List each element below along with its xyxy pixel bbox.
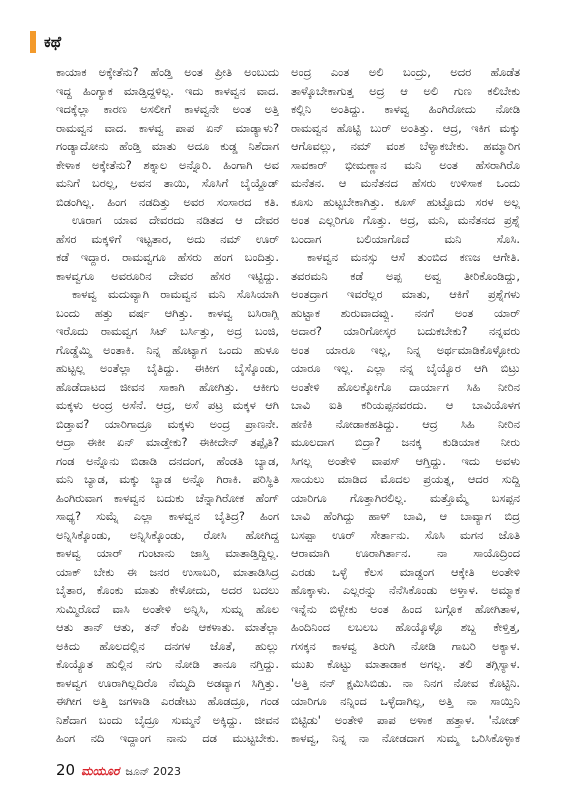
text-line: ಅಂತ ಎಲ್ಲರಿಗೂ ಗೊತ್ತು. ಅದ್ರ, ಮನಿ, ಮನೆತನದ ಪ್ರಶ್ನೆ [291, 213, 520, 227]
text-line: ರಾಮವ್ವನ ವಾದ. ಕಾಳವ್ವ ಪಾಪ ಏನ್ ಮಾಡ್ಯಾಳು? [56, 120, 279, 135]
text-line: ಹುಟ್ಟಲ್ಲ ಅಂತೆಲ್ಲಾ ಬೈತಿದ್ದು. ಈಕೀಗ ಬೈಸ್ಕೊಂಡು, [56, 361, 279, 375]
text-line: ಹಣಿಕಿ ನೋಡಾಕಹತಿದ್ದು. ಆದ್ರ ಸಿಹಿ ನೀರಿನ [291, 416, 520, 431]
text-line: ಆದ್ರಾ ಈಕೀ ಏನ್ ಮಾಡ್ತೇಕು? ಈಕೀದೇನ್ ತಪ್ಪೈತಿ? [56, 435, 279, 449]
text-line: ಅಂತದ್ರಾಗ ಇವರೆಲ್ಲರ ಮಾತು, ಆಕಿಗೆ ಪ್ರಶ್ನೆಗಳು [291, 287, 520, 301]
text-line: ಬಿಡಂಗಿಲ್ಲ. ಹಿಂಗ ನಡದಿತ್ತು ಅವರ ಸಂಸಾರದ ಕತಿ. [56, 194, 279, 209]
text-line: ಸಾಧ್ಯ? ಸುಮ್ನೆ ಎಲ್ಲಾ ಕಾಳವ್ವನ ಬೈತಿದ್ರ? ಹಿಂಗ [56, 509, 279, 523]
paragraph [291, 248, 520, 748]
text-line: ಗೊಡ್ಡೆಮ್ಮಿ ಅಂತಾಕಿ. ನಿನ್ನ ಹೊಟ್ಯಾಗ ಒಂದು ಹುಳೂ [56, 342, 279, 357]
text-line: ಇರೊದು ರಾಮವ್ವಗ ಸಿಟ್ ಬರ್ಸಿತ್ತು, ಅದ್ರ ಬಂಜಿ, [56, 324, 279, 338]
text-line: ಬಿಟ್ಟಿಡು' ಅಂತೇಳಿ ಪಾಪ ಅಳಾಕ ಹತ್ತಾಳ. 'ನೋಡ್ [291, 712, 520, 727]
text-line: ಹೆಸರ ಮಕ್ಕಳಿಗೆ ಇಟ್ಟತಾರ, ಅದು ನಮ್ ಊರ್ [56, 231, 279, 246]
text-line: ಹೊಕ್ಕಾಳು. ಎಲ್ಲರನ್ನು ನೆನೆಸಿಕೊಂಡು ಅಳ್ತಾಳ. ಅಮ್ಮಾಕ [291, 583, 520, 597]
text-line: ಹುಟ್ಟಾಕ ಶುರುವಾದವ್ವು. ನನಗೆ ಅಂತ ಯಾರ್ [291, 305, 520, 320]
text-line: ಮೂಲದಾಗ ಬಿದ್ರಾ? ಜನಕ್ಕ ಕುಡಿಯಾಕ ನೀರು [291, 435, 520, 449]
text-line: ಕಾಳವ್ವಗ ಊರಾಗಿಲ್ಲದಿರೊ ನೆಮ್ಮದಿ ಅಡವ್ಯಾಗ ಸಿಗ್ತಿತ್ತು. [56, 675, 279, 690]
text-line: ರಾಮವ್ವನ ಹೊಟ್ಟಿ ಬುರ್ ಅಂತಿತ್ತು. ಆದ್ರ, ಇಕಿಗ ಮಕ್ಕು [291, 120, 520, 135]
text-line: ಗಂಡ್ಯಾದೋನು ಹೆಂಡ್ತಿ ಮಾತು ಅದೂ ಕುಡ್ಡ ನಿಶೆದಾಗ [56, 139, 279, 153]
text-line: ಇದ್ದ ಹಿಂಗ್ಯಾಕ ಮಾಡ್ತಿದ್ದಳಿಲ್ಲ. ಇದು ಕಾಳವ್ವನ ವಾದ. [56, 83, 279, 98]
text-line: ಅದಾರ? ಯಾರಿಗೋಸ್ಕರ ಬದುಕಬೇಕು? ನನ್ನವರು [291, 324, 520, 338]
text-line: ಗಂಡ ಅನ್ನೊನು ಬಿಡಾಡಿ ದನದಂಗ, ಹೆಂಡತಿ ಬ್ಯಾಡ, [56, 453, 279, 468]
text-line: ಮನಿಗೆ ಬರಲ್ಲ, ಅವನ ತಾಯಿ, ಸೊಸಿಗೆ ಬೈಯ್ದೊಡ್ [56, 176, 279, 190]
text-column-right [291, 63, 520, 748]
text-line: ಬೈತಾರ, ಕೊಂಕು ಮಾತು ಕೇಳೋದು, ಅದರ ಬದಲು [56, 583, 279, 597]
page-number: 20 [56, 761, 76, 779]
text-line: ಯಾರಿಗೂ ನನ್ನಿಂದ ಒಳ್ಳೆದಾಗಿಲ್ಲ, ಅತ್ತಿ ನಾ ಸಾಯ್ತಿನಿ [291, 694, 520, 708]
text-line: ಯಾಕ್ ಬೇಕು ಈ ಜನರ ಉಸಾಬರಿ, ಮಾತಾಡಿಸಿದ್ರ [56, 564, 279, 579]
text-line: ಅಂತ ಯಾರೂ ಇಲ್ಲ, ನಿನ್ನ ಅರ್ಥಮಾಡಿಕೊಳ್ಳೋರು [291, 342, 520, 357]
section-label: ಕಥೆ [44, 33, 62, 51]
text-line: ಮುಖ ಕೊಟ್ಟು ಮಾತಾಡಾಕ ಅಗಲ್ಲ. ತಲಿ ತಗ್ಗಿಸ್ಯಾಳ. [291, 657, 520, 671]
paragraph [56, 63, 279, 211]
text-line: ಕಡೆ ಇದ್ದಾರ. ರಾಮವ್ವಗೂ ಹೆಸರು ಹಂಗ ಬಂದಿತ್ತು. [56, 250, 279, 264]
text-line: ಮನೆತನ. ಆ ಮನೆತನದ ಹೆಸರು ಉಳಿಸಾಕ ಒಂದು [291, 176, 520, 190]
text-line: ಈಗೀಗ ಅತ್ತಿ ಜಗಳಾಡಿ ಎರಡೇಟು ಹೊಡದ್ರೂ, ಗಂಡ [56, 694, 279, 708]
text-line: ಅನ್ನಿಸಿಕ್ಕೊಂಡು, ಅನ್ನಿಸಿಕ್ಕೊಂಡು, ರೋಸಿ ಹೋಗಿದ್ದ [56, 527, 279, 542]
issue-date: ಜೂನ್ 2023 [125, 765, 181, 778]
text-line: ಯಾರಿಗೂ ಗೊತ್ತಾಗಿರಲಿಲ್ಲ. ಮತ್ತೊಮ್ಮೆ ಬಸಪ್ಪನ [291, 490, 520, 505]
text-line: ಅಕಿದು ಹೊಲದಲ್ಲಿನ ದನಗಳ ಜೊತೆ, ಹುಲ್ಲು [56, 638, 279, 653]
text-line: ತವರಮನಿ ಕಡೆ ಅಪ್ಪ ಅವ್ವ ತೀರಿಕೊಂಡಿದ್ದು, [291, 268, 520, 283]
text-line: ಸಾಯಲು ಮಾಡಿದ ಮೊದಲ ಪ್ರಯತ್ನ, ಆದರ ಸುದ್ದಿ [291, 472, 520, 486]
text-line: ಗಸಕ್ಕನ ಕಾಳವ್ವ ತಿರುಗಿ ನೋಡಿ ಗಾಬರಿ ಅಕ್ಯಾಳ. [291, 638, 520, 653]
text-line: ಇನ್ನೆನು ಬಿಳ್ಬೇಕು ಅಂತ ಹಿಂದ ಬಗ್ಗೊಕ ಹೋಗಿತಾಳ, [291, 601, 520, 616]
text-line: ಬಂದಾಗ ಬಲಿಯಾಗೊದೆ ಮನಿ ಸೊಸಿ. [291, 231, 520, 246]
text-line: ಕೇಳಾಕ ಅಕ್ಕೇತೆನು? ಶಕ್ಕ್ಯಾಲ ಅನ್ನೊರಿ. ಹಿಂಗಾಗಿ ಅವ [56, 157, 279, 172]
text-line: ಬಾವಿ ಐತಿ ಕರಿಯಪ್ಪನವರದು. ಆ ಬಾವಿಯೊಳಗ [291, 398, 520, 412]
text-line: ಯಾರೂ ಇಲ್ಲ. ಎಲ್ಲಾ ನನ್ನ ಬೈಯ್ಯೊರ ಆಗಿ ಬಿಟ್ರು [291, 361, 520, 375]
text-line: ಹೊಡೆದಾಟದ ಜೀವನ ಸಾಕಾಗಿ ಹೋಗಿತ್ತು. ಆಕೀಗು [56, 379, 279, 394]
text-line: ಕೊಯ್ಯೊತ ಹುಲ್ಲಿನ ನಗು ನೋಡಿ ತಾನೂ ನಗ್ತಿದ್ದು. [56, 657, 279, 671]
text-line: ಹಿಂಗಿರುವಾಗ ಕಾಳವ್ವನ ಬದುಕು ಚೆನ್ನಾಗಿರೋಕ ಹೆಂಗ್ [56, 490, 279, 505]
text-line: ಬಸಪ್ಪಾ ಊರ್ ಸೇರ್ತಾನು. ಸೊಸಿ ಮಗನ ಜೊತಿ [291, 527, 520, 542]
text-line: ಹಿಂದಿನಿಂದ ಲಬಲಬ ಹೊಯ್ಕೊಳ್ಳೊ ಶಬ್ದ ಕೇಳ್ತಿತ್ತ, [291, 620, 520, 634]
text-line: ಮಕ್ಕಳು ಅಂದ್ರ ಅಸೆನೆ. ಆದ್ರ, ಅಸೆ ಪಟ್ರ ಮಕ್ಕಳ ಆಗಿ [56, 398, 279, 412]
text-line: ಸಾವಕಾರ್ ಭೀಮಣ್ಣಾನ ಮನಿ ಅಂತ ಹೆಸರಾಗಿರೊ [291, 157, 520, 172]
text-line: ಆತು ತಾನ್ ಆತು, ತನ್ ಕೆಂಪಿ ಆಕಳಾತು. ಮಾತೆಲ್ಲಾ [56, 620, 279, 634]
text-line: ಬಂದು ಹತ್ತು ವರ್ಷ ಆಗಿತ್ತು. ಕಾಳವ್ವ ಬಸಿರಾಗ್ಲಿ [56, 305, 279, 320]
paragraph [56, 285, 279, 748]
text-line: ಕಾಳವ್ವ ಮದುವ್ಯಾಗಿ ರಾಮವ್ವನ ಮನಿ ಸೊಸಿಯಾಗಿ [72, 287, 279, 301]
text-column-left [56, 63, 279, 748]
text-line: ಹಿಂಗ ನದಿ ಇದ್ದಾಂಗ ನಾನು ದಡ ಮುಟ್ಟಬೇಕು. [56, 731, 279, 745]
magazine-logo: ಮಯೂರ [81, 764, 120, 778]
text-line: ಬಾವಿ ಹೆಂಗಿದ್ದು ಹಾಳ್ ಬಾವಿ, ಆ ಬಾವ್ಯಾಗ ಬಿದ್ರ [291, 509, 520, 523]
text-line: ಊರಾಗ ಯಾವ ದೇವರದು ನಡಿತದ ಆ ದೇವರ [72, 213, 279, 227]
text-line: ಅಂತೇಳಿ ಹೊಲಕ್ಕೋಗೊ ದಾರ್ಯಾಗ ಸಿಹಿ ನೀರಿನ [291, 379, 520, 394]
text-line: ಬಿಡ್ತಾವ? ಯಾರಿಗಾದ್ರೂ ಮಕ್ಕಳು ಅಂದ್ರ ಪ್ರಾಣನೇ. [56, 416, 279, 431]
text-line: ಕಾಯಾಕ ಅಕ್ಕೇತೆನು? ಹೆಂಡ್ತಿ ಅಂತ ಪ್ರೀತಿ ಅಂಬುದು [56, 65, 279, 79]
text-line: ಆರಾಮಾಗಿ ಊರಾಗಿರ್ತಾನ. ನಾ ಸಾಯೊದ್ರಿಂದ [291, 546, 520, 560]
section-bar [30, 31, 36, 53]
text-line: ಎರಡು ಒಳ್ಳೆ ಕೆಲಸ ಮಾಡ್ದಂಗ ಆಕ್ಕೇತಿ ಅಂತೇಳಿ [291, 564, 520, 579]
section-header [30, 31, 61, 53]
text-line: ಮನಿ ಬ್ಯಾಡ, ಮಕ್ಕು ಬ್ಯಾಡ ಅನ್ನೊ ಗಿರಾಕಿ. ಪರಿಸ್ಥಿತಿ [56, 472, 279, 486]
text-line: ತಾಳ್ಕೊಬೇಕಾಗುತ್ತ ಅದ್ರ ಆ ಅಲಿ ಗುಣ ಕಲಿಬೇಕು [291, 83, 520, 98]
text-line: ಇದಕ್ಕೆಲ್ಲಾ ಕಾರಣ ಅಸಲೀಗೆ ಕಾಳವ್ವನೇ ಅಂತ ಅತ್ತಿ [56, 102, 279, 116]
paragraph [291, 63, 520, 248]
paragraph [56, 211, 279, 285]
text-line: ಅಂದ್ರ ಎಂತ ಅಲಿ ಬಂದ್ರು, ಅದರ ಹೊಡೆತ [291, 65, 520, 79]
text-line: ಕಾಳವ್ವನ ಮನಸ್ಸು ಆಸೆ ತುಂಬಿದ ಕಣಜ ಆಗೇತಿ. [307, 250, 520, 264]
text-line: ಸುಮ್ಮಿರೊದೆ ವಾಸಿ ಅಂತೇಳಿ ಅನ್ನಿಸಿ, ಸುಮ್ನ ಹೊಲ [56, 601, 279, 616]
text-line: ಕೂಸು ಹುಟ್ಟಬೇಕಾಗಿತ್ತು. ಕೂಸ್ ಹುಟ್ಟೊದು ಸರಳ ಅಲ್ಲ [291, 194, 520, 209]
text-line: ಕಾಳವ್ವ, ನಿನ್ನ ನಾ ನೋಡದಾಗ ಸುಮ್ಮ ಒರಿಸಿಕೊಳ್ಳಾಕ [291, 731, 520, 745]
page-footer [56, 761, 181, 781]
text-line: ಆಗೊವಲ್ಲು, ನಮ್ ವಂಶ ಬೆಳ್ಯಾಕಬೇಕು. ಹಮ್ಮಾರಿಗ [291, 139, 520, 153]
text-line: ಸಿಗಲ್ಲ ಅಂತೇಳಿ ವಾಪಸ್ ಆಗ್ತಿದ್ದು. ಇದು ಅವಳು [291, 453, 520, 468]
text-line: 'ಅತ್ತಿ ನನ್ ಕ್ಷಮಿಸಿಬಿಡು. ನಾ ನಿನಗ ನೋವ ಕೊಟ್ಟಿನಿ. [291, 675, 520, 690]
text-line: ಕಾಳವ್ವಗೂ ಅವರೂರಿನ ದೇವರ ಹೆಸರ ಇಟ್ಟಿದ್ದು. [56, 268, 279, 283]
text-line: ನಿಶೆದಾಗ ಬಂದು ಬೈದ್ರೂ ಸುಮ್ಮನೆ ಅಕ್ಕಿದ್ದು. ಜೀವನ [56, 712, 279, 727]
text-line: ಕಾಳವ್ವ ಯಾರ್ ಗುಂಟಾನು ಜಾಸ್ತಿ ಮಾತಾಡ್ತಿದ್ದಿಲ್ಲ. [56, 546, 279, 560]
text-line: ಕಲ್ಲಿನಿ ಅಂತಿದ್ದು. ಕಾಳವ್ವ ಹಿಂಗಿರೋದು ನೋಡಿ [291, 102, 520, 116]
